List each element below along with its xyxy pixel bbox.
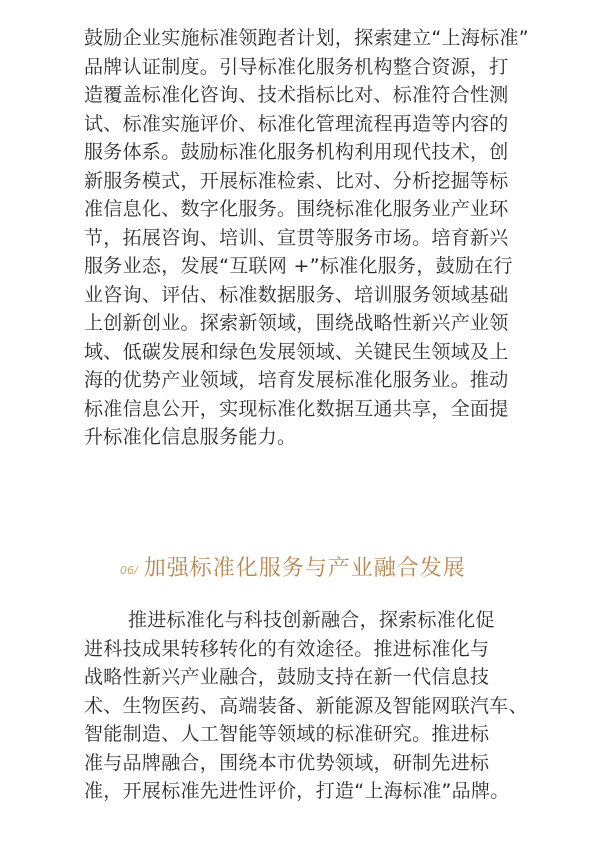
paragraph-line: 准与品牌融合，围绕本市优势领域，研制先进标	[84, 751, 490, 774]
paragraph-line: 海的优势产业领域，培育发展标准化服务业。推动	[84, 369, 509, 391]
paragraph-line: 推进标准化与科技创新融合，探索标准化促	[128, 609, 495, 631]
paragraph-line: 升标准化信息服务能力。	[84, 426, 297, 448]
paragraph-line: 智能制造、人工智能等领域的标准研究。推进标	[84, 723, 490, 745]
paragraph-line: 准，开展标准先进性评价，打造“上海标准”品牌。	[84, 780, 510, 802]
paragraph-line: 试、标准实施评价、标准化管理流程再造等内容的	[84, 112, 509, 135]
paragraph-line: 新服务模式，开展标准检索、比对、分析挖掘等标	[84, 169, 509, 192]
section-heading	[120, 548, 466, 584]
body-paragraph-top	[84, 24, 529, 452]
paragraph-line: 上创新创业。探索新领域，围绕战略性新兴产业领	[84, 312, 509, 334]
section-title: 加强标准化服务与产业融合发展	[143, 555, 466, 581]
paragraph-line: 域、低碳发展和绿色发展领域、关键民生领域及上	[84, 340, 509, 363]
paragraph-line: 术、生物医药、高端装备、新能源及智能网联汽车、	[84, 694, 528, 717]
paragraph-line: 节，拓展咨询、培训、宣贯等服务市场。培育新兴	[84, 226, 509, 249]
paragraph-line: 服务业态，发展“互联网 +”标准化服务，鼓励在行	[84, 255, 513, 277]
body-paragraph-bottom	[84, 606, 528, 806]
section-number: 06/	[120, 563, 138, 577]
paragraph-line: 品牌认证制度。引导标准化服务机构整合资源，打	[84, 55, 509, 78]
paragraph-line: 鼓励企业实施标准领跑者计划，探索建立“上海标准”	[84, 27, 529, 49]
paragraph-line: 服务体系。鼓励标准化服务机构利用现代技术，创	[84, 141, 509, 163]
paragraph-line: 标准信息公开，实现标准化数据互通共享，全面提	[84, 397, 509, 420]
paragraph-line: 造覆盖标准化咨询、技术指标比对、标准符合性测	[84, 84, 509, 106]
paragraph-line: 战略性新兴产业融合，鼓励支持在新一代信息技	[84, 666, 490, 688]
paragraph-line: 业咨询、评估、标准数据服务、培训服务领域基础	[84, 283, 509, 306]
paragraph-line: 进科技成果转移转化的有效途径。推进标准化与	[84, 637, 490, 660]
paragraph-line: 准信息化、数字化服务。围绕标准化服务业产业环	[84, 198, 509, 220]
